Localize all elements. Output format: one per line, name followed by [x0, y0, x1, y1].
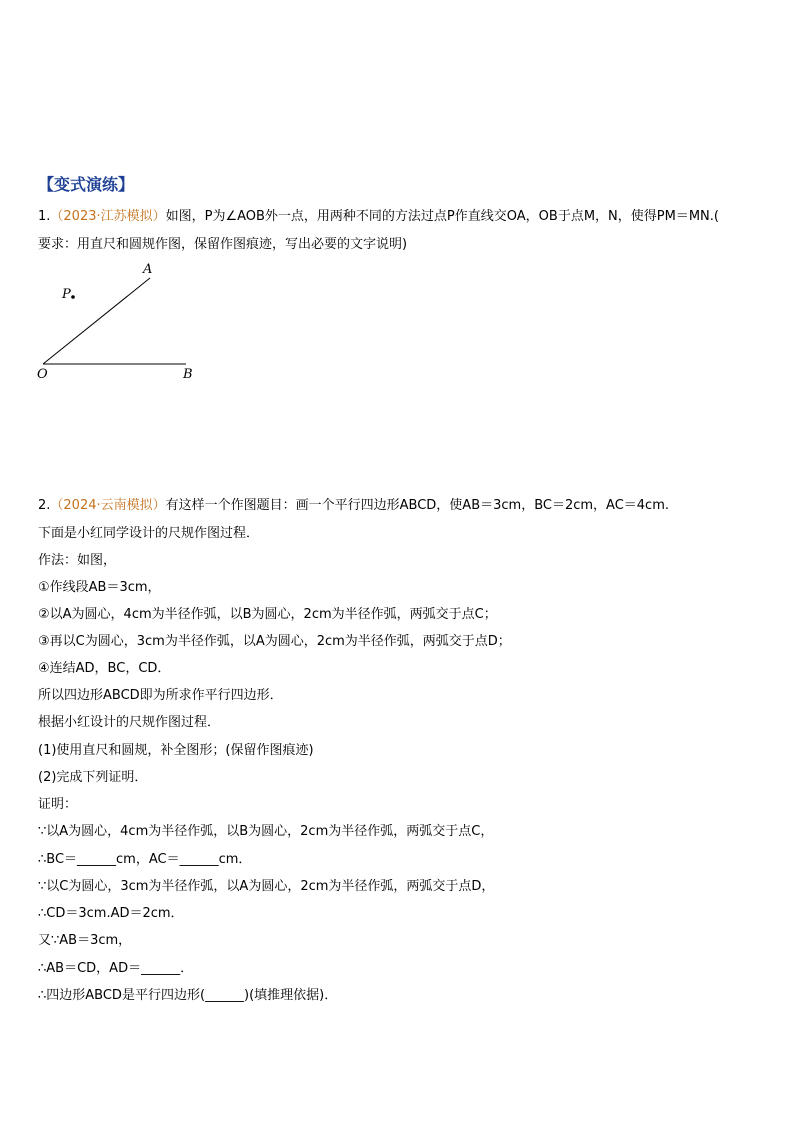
- q1-number: 1.: [38, 209, 51, 224]
- q2-proof-line: 又∵AB＝3cm，: [38, 933, 132, 948]
- q2-proof-line: ∵以A为圆心，4cm为半径作弧，以B为圆心，2cm为半径作弧，两弧交于点C，: [38, 824, 494, 839]
- section-title: 【变式演练】: [38, 175, 135, 194]
- q2-proof-line: ∴CD＝3cm.AD＝2cm．: [38, 906, 184, 921]
- q1-source: （2023·江苏模拟）: [50, 209, 166, 224]
- q2-source: （2024·云南模拟）: [50, 498, 166, 513]
- q2-proof-line: ∴BC＝______cm，AC＝______cm．: [38, 852, 252, 867]
- q1-line-1: [38, 208, 719, 226]
- q2-step-3: ③再以C为圆心，3cm为半径作弧，以A为圆心，2cm为半径作弧，两弧交于点D；: [38, 634, 511, 649]
- q2-line: 作法：如图，: [38, 553, 117, 568]
- label-b: B: [183, 367, 193, 382]
- q2-step-2: ②以A为圆心，4cm为半径作弧，以B为圆心，2cm为半径作弧，两弧交于点C；: [38, 607, 497, 622]
- q2-number: 2.: [38, 498, 51, 513]
- q1-line-2: 要求：用直尺和圆规作图，保留作图痕迹，写出必要的文字说明): [38, 237, 408, 252]
- q2-proof-line: ∵以C为圆心，3cm为半径作弧，以A为圆心，2cm为半径作弧，两弧交于点D，: [38, 879, 495, 894]
- q2-line-1: [38, 497, 669, 515]
- q2-part-2: (2)完成下列证明．: [38, 770, 148, 785]
- q1-angle-figure: [30, 258, 210, 386]
- ray-oa: [43, 278, 150, 364]
- q2-line: 根据小红设计的尺规作图过程．: [38, 715, 221, 730]
- q2-text: 有这样一个作图题目：画一个平行四边形ABCD，使AB＝3cm，BC＝2cm，AC＝4cm.: [165, 498, 669, 513]
- point-p: [71, 295, 75, 299]
- label-o: O: [37, 367, 48, 382]
- q2-line: 下面是小红同学设计的尺规作图过程．: [38, 526, 260, 541]
- label-p: P: [62, 287, 71, 302]
- q1-text: 如图，P为∠AOB外一点，用两种不同的方法过点P作直线交OA，OB于点M，N，使得PM＝MN.(: [165, 209, 719, 224]
- q2-step-1: ①作线段AB＝3cm，: [38, 580, 161, 595]
- q2-step-4: ④连结AD，BC，CD．: [38, 661, 171, 676]
- label-a: A: [143, 262, 153, 277]
- q2-proof-line: ∴AB＝CD，AD＝______．: [38, 961, 194, 976]
- q2-part-1: (1)使用直尺和圆规，补全图形；(保留作图痕迹): [38, 743, 314, 758]
- q2-line: 所以四边形ABCD即为所求作平行四边形．: [38, 688, 283, 703]
- q2-proof-line: ∴四边形ABCD是平行四边形(______)(填推理依据)．: [38, 988, 338, 1003]
- q2-proof-label: 证明：: [38, 797, 78, 812]
